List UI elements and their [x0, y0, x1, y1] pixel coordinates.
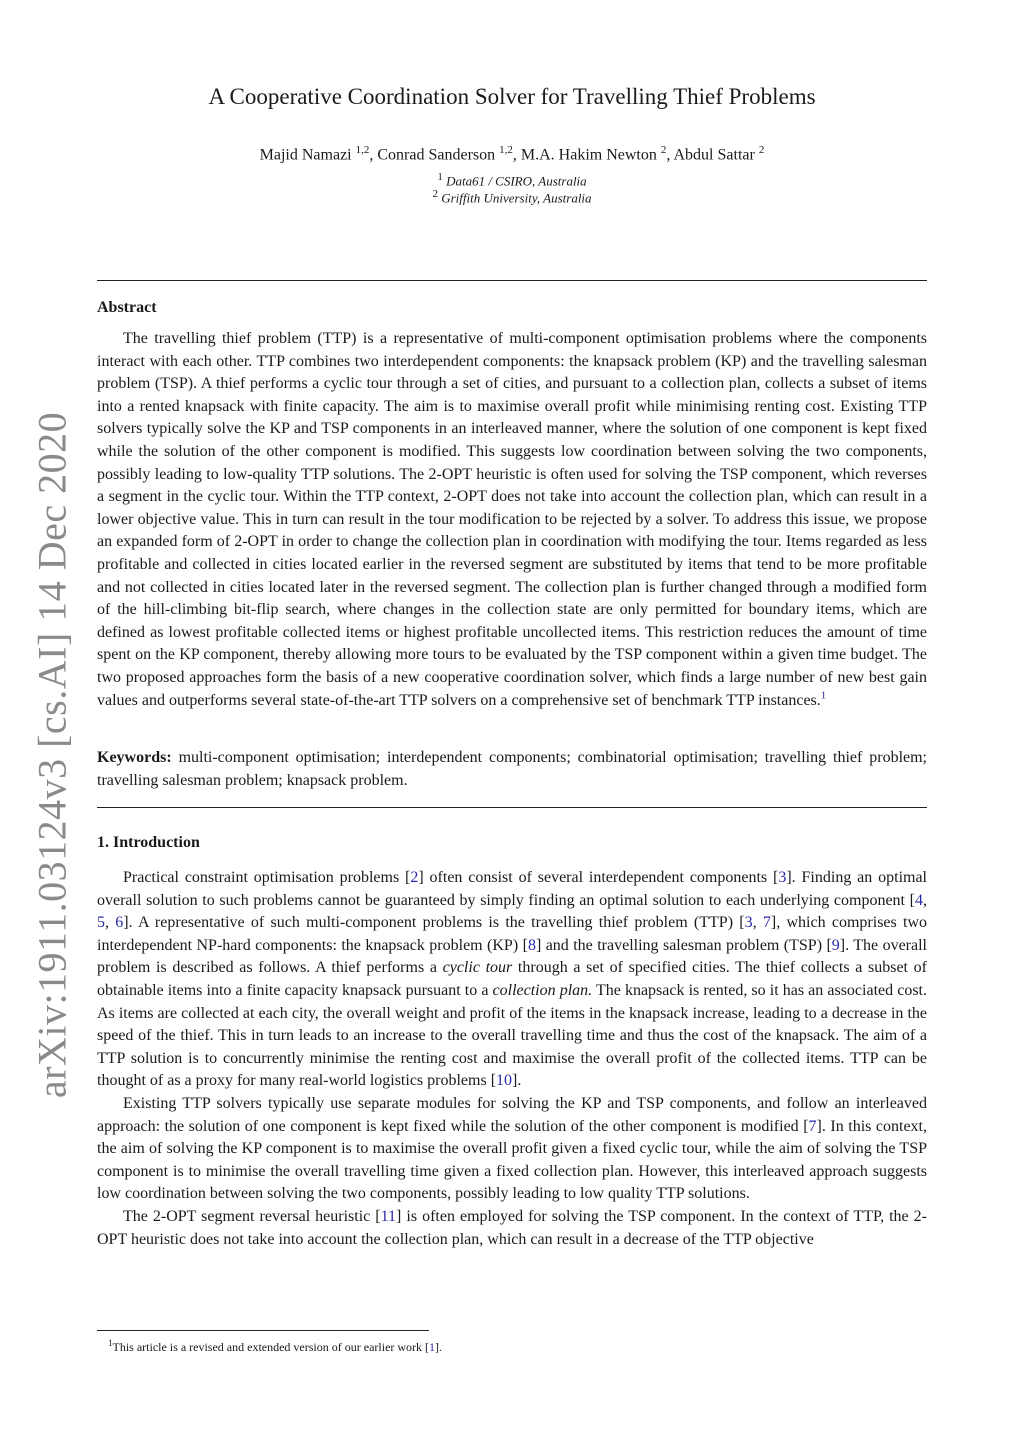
footnote-divider	[97, 1330, 429, 1331]
introduction-body	[97, 867, 927, 1251]
author-name: M.A. Hakim Newton	[520, 146, 657, 164]
footnote-text: This article is a revised and extended version of our earlier work [	[112, 1340, 430, 1354]
introduction-paragraph	[97, 867, 927, 1093]
footnote-number: 1	[108, 1338, 113, 1348]
abstract-divider	[97, 807, 927, 808]
keywords	[97, 747, 927, 792]
citation-link[interactable]: 3	[744, 914, 753, 932]
introduction-paragraph	[97, 1206, 927, 1251]
text-run: ] is often employed for solving the TSP component. In the context of TTP, the 2-OPT heuristic does not take into account the collection plan, which can result in a decrease of the TTP objective	[97, 1207, 928, 1248]
author-affiliation-marker: 1,2	[499, 144, 513, 156]
arxiv-identifier-stamp: arXiv:1911.03124v3 [cs.AI] 14 Dec 2020	[29, 411, 75, 1099]
text-run: ,	[105, 914, 116, 932]
author-name: Majid Namazi	[259, 146, 352, 164]
abstract-heading: Abstract	[97, 299, 157, 316]
author-affiliation-marker: 2	[758, 144, 765, 156]
emphasis-text: collection plan.	[492, 981, 593, 999]
text-run: ]. In this context, the aim of solving the KP component is to maximise the overall profit given a fixed cyclic tour, while the aim of solving the TSP component is to minimise the overall travelling time given a fixed collection plan. However, this interleaved approach suggests low coordination between solving the two components, possibly leading to low quality TTP solutions.	[97, 1117, 927, 1203]
footnote-text: ].	[435, 1340, 443, 1354]
citation-link[interactable]: 9	[831, 936, 840, 954]
keywords-label: Keywords:	[97, 749, 172, 766]
text-run: The knapsack is rented, so it has an associated cost. As items are collected at each city, the overall weight and profit of the items in the knapsack increase, leading to a decrease in the speed of the thief. This in turn leads to an increase to the overall travelling time and thus the cost of the knapsack. The aim of a TTP solution is to concurrently minimise the renting cost and maximise the overall profit of the collected items. TTP can be thought of as a proxy for many real-world logistics problems [	[97, 981, 927, 1090]
text-run: ,	[923, 891, 927, 909]
citation-link[interactable]: 4	[915, 891, 923, 909]
affiliation-text: Griffith University, Australia	[441, 190, 592, 206]
affiliation-text: Data61 / CSIRO, Australia	[446, 173, 587, 189]
author-affiliation-marker: 2	[660, 144, 667, 156]
emphasis-text: cyclic tour	[442, 959, 513, 977]
text-run: ], which comprises two interdependent NP-hard components: the knapsack problem (KP) [	[97, 914, 928, 954]
introduction-paragraph	[97, 1093, 927, 1206]
citation-link[interactable]: 1	[429, 1340, 436, 1354]
citation-link[interactable]: 2	[410, 869, 419, 886]
citation-link[interactable]: 3	[778, 869, 787, 886]
paper-title: A Cooperative Coordination Solver for Travelling Thief Problems	[208, 84, 816, 109]
text-run: ].	[512, 1072, 522, 1090]
text-run: ,	[752, 914, 763, 932]
abstract-text: The travelling thief problem (TTP) is a representative of multi-component optimisation problems where the components interact with each other. TTP combines two interdependent components: the knapsack problem (KP) and the travelling salesman problem (TSP). A thief performs a cyclic tour through a set of cities, and pursuant to a collection plan, collects a subset of items into a rented knapsack with finite capacity. The aim is to maximise overall profit while minimising renting cost. Existing TTP solvers typically solve the KP and TSP components in an interleaved manner, where the solution of one component is kept fixed while the solution of the other component is modified. This suggests low coordination between solving the two components, possibly leading to low-quality TTP solutions. The 2-OPT heuristic is often used for solving the TSP component, which reverses a segment in the cyclic tour. Within the TTP context, 2-OPT does not take into account the collection plan, which can result in a lower objective value. This in turn can result in the tour modification to be rejected by a solver. To address this issue, we propose an expanded form of 2-OPT in order to change the collection plan in coordination with modifying the tour. Items regarded as less profitable and collected in cities located earlier in the reversed segment are substituted by items that tend to be more profitable and not collected in cities located later in the reversed segment. The collection plan is further changed through a modified form of the hill-climbing bit-flip search, where changes in the collection state are only permitted for boundary items, which are defined as lowest profitable collected items or highest profitable uncollected items. This restriction reduces the amount of time spent on the KP component, thereby allowing more tours to be evaluated by the TSP component within a given time budget. The two proposed approaches form the basis of a new cooperative coordination solver, which finds a large number of new best gain values and outperforms several state-of-the-art TTP solvers on a comprehensive set of benchmark TTP instances.	[97, 330, 927, 709]
author-list	[0, 139, 1024, 166]
citation-link[interactable]: 6	[115, 914, 124, 932]
citation-link[interactable]: 10	[496, 1072, 513, 1090]
citation-link[interactable]: 11	[380, 1207, 397, 1225]
header-divider	[97, 280, 927, 281]
abstract-paragraph	[97, 328, 927, 712]
text-run: Practical constraint optimisation problems [	[123, 869, 411, 886]
text-run: through a set of specified cities. The thief collects a subset of obtainable items into a finite capacity knapsack pursuant to a	[97, 959, 927, 999]
text-run: ] often consist of several interdependent components [	[418, 869, 779, 886]
abstract-body	[97, 328, 927, 712]
affiliation-number: 1	[437, 171, 443, 183]
text-run: ]. Finding an optimal overall solution to such problems cannot be guaranteed by simply finding an optimal solution to each underlying component [	[97, 869, 928, 909]
author-name: Abdul Sattar	[673, 146, 755, 164]
text-run: ] and the travelling salesman problem (TSP) [	[535, 936, 832, 954]
footnote-link[interactable]: 1	[820, 689, 827, 702]
citation-link[interactable]: 7	[762, 914, 771, 932]
keywords-text: multi-component optimisation; interdependent components; combinatorial optimisation; travelling thief problem; travelling salesman problem; knapsack problem.	[97, 749, 927, 789]
text-run: ]. A representative of such multi-component problems is the travelling thief problem (TTP) [	[123, 914, 745, 932]
citation-link[interactable]: 7	[808, 1117, 817, 1135]
author-separator: ,	[369, 146, 378, 164]
text-run: ]. The overall problem is described as follows. A thief performs a	[97, 936, 928, 977]
author-affiliation-marker: 1,2	[355, 144, 370, 156]
citation-link[interactable]: 8	[527, 936, 536, 954]
citation-link[interactable]: 5	[97, 914, 105, 932]
author-separator: ,	[512, 146, 521, 164]
text-run: Existing TTP solvers typically use separate modules for solving the KP and TSP components, and follow an interleaved approach: the solution of one component is kept fixed while the solution of the other component is modified [	[97, 1094, 927, 1135]
introduction-heading: 1. Introduction	[97, 834, 200, 851]
text-run: The 2-OPT segment reversal heuristic [	[123, 1207, 381, 1225]
author-separator: ,	[666, 146, 674, 164]
author-name: Conrad Sanderson	[377, 146, 496, 164]
footnote	[108, 1335, 442, 1355]
affiliation-line	[0, 186, 1024, 206]
affiliation-number: 2	[432, 188, 438, 200]
